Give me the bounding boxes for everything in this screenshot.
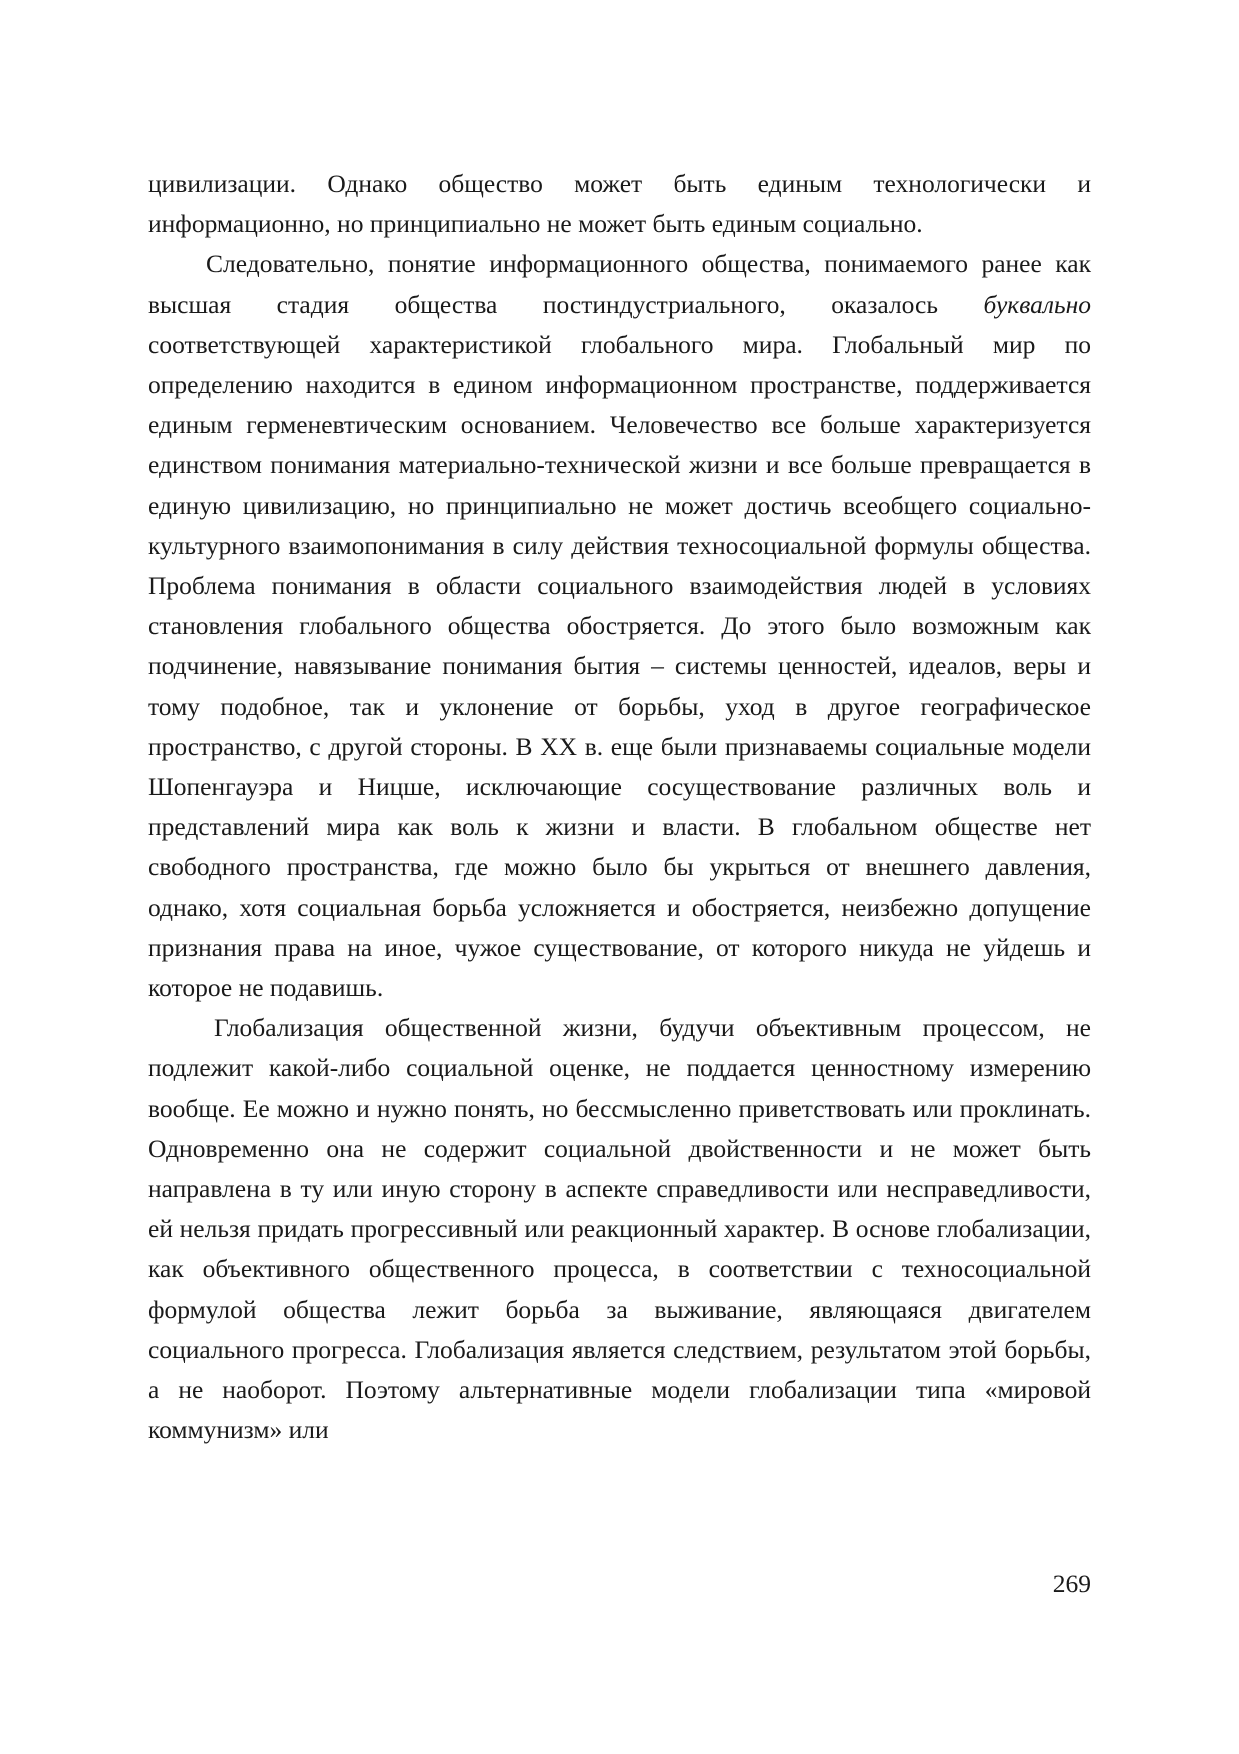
emphasized-word: буквально <box>983 289 1091 319</box>
page-number: 269 <box>1052 1569 1091 1598</box>
paragraph-text: цивилизации. Однако общество может быть единым технологически и информационно, но принципиально не может быть единым социально. <box>148 169 1091 239</box>
paragraph-information-society <box>148 244 1091 1008</box>
paragraph-text: соответствующей характеристикой глобального мира. Глобальный мир по определению находится в едином информационном пространстве, поддерживается единым герменевтическим основанием. Человечество все больше характеризуется единством понимания материально-технической жизни и все больше превращается в единую цивилизацию, но принципиально не может достичь всеобщего социально-культурного взаимопонимания в силу действия техносоциальной формулы общества. Проблема понимания в области социального взаимодействия людей в условиях становления глобального общества обостряется. До этого было возможным как подчинение, навязывание понимания бытия – системы ценностей, идеалов, веры и тому подобное, так и уклонение от борьбы, уход в другое географическое пространство, с другой стороны. В XX в. еще были признаваемы социальные модели Шопенгауэра и Ницше, исключающие сосуществование различных воль и представлений мира как воль к жизни и власти. В глобальном обществе нет свободного пространства, где можно было бы укрыться от внешнего давления, однако, хотя социальная борьба усложняется и обостряется, неизбежно допущение признания права на иное, чужое существование, от которого никуда не уйдешь и которое не подавишь. <box>148 329 1091 1003</box>
body-text <box>148 164 1091 1451</box>
paragraph-text: Следовательно, понятие информационного общества, понимаемого ранее как высшая стадия общества постиндустриального, оказалось <box>148 249 1091 319</box>
paragraph-globalization <box>148 1008 1091 1450</box>
paragraph-continuation <box>148 164 1091 244</box>
paragraph-text: Глобализация общественной жизни, будучи объективным процессом, не подлежит какой-либо социальной оценке, не поддается ценностному измерению вообще. Ее можно и нужно понять, но бессмысленно приветствовать или проклинать. Одновременно она не содержит социальной двойственности и не может быть направлена в ту или иную сторону в аспекте справедливости или несправедливости, ей нельзя придать прогрессивный или реакционный характер. В основе глобализации, как объективного общественного процесса, в соответствии с техносоциальной формулой общества лежит борьба за выживание, являющаяся двигателем социального прогресса. Глобализация является следствием, результатом этой борьбы, а не наоборот. Поэтому альтернативные модели глобализации типа «мировой коммунизм» или <box>148 1013 1091 1445</box>
